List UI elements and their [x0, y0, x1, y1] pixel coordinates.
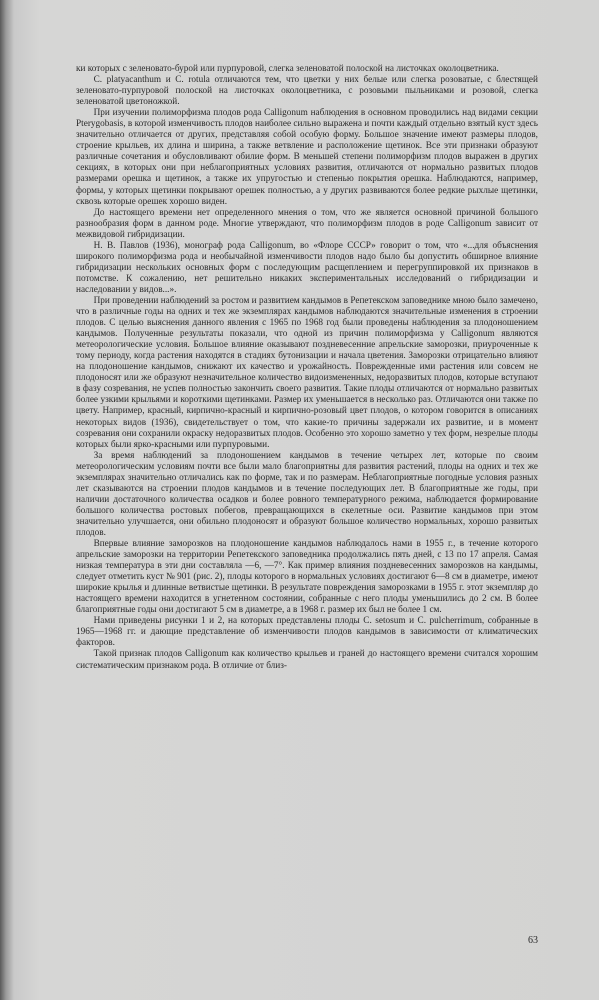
document-page — [76, 64, 538, 944]
paragraph-2: C. platyacanthum и C. rotula отличаются тем, что цветки у них белые или слегка розоватые, с блестящей зеленовато-пурпуровой полоской на листочках околоцветника, с розовыми пыльниками и розовой, слегка зеленоватой цветоножкой. — [76, 75, 538, 108]
paragraph-8: Впервые влияние заморозков на плодоношение кандымов наблюдалось нами в 1955 г., в течение которого апрельские заморозки на территории Репетекского заповедника продолжались пять дней, с 13 по 17 апреля. Самая низкая температура в эти дни составляла —6, —7°. Как пример влияния поздневесенних заморозков на кандымы, следует отметить куст № 901 (рис. 2), плоды которого в нормальных условиях достигают 6—8 см в диаметре, имеют широкие крылья и длинные ветвистые щетинки. В результате повреждения заморозками в 1955 г. этот экземпляр до настоящего времени находится в угнетенном состоянии, собранные с него плоды уменьшились до 2 см. В более благоприятные годы они достигают 5 см в диаметре, а в 1968 г. размер их был не более 1 см. — [76, 539, 538, 616]
paragraph-3: При изучении полиморфизма плодов рода Calligonum наблюдения в основном проводились над видами секции Pterygobasis, в которой изменчивость плодов наиболее сильно выражена и почти каждый отдельно взятый куст здесь значительно отличается от других, представляя собой особую форму. Большое значение имеют размеры плодов, строение крыльев, их длина и ширина, а также ветвление и расположение щетинок. Все эти признаки образуют различные сочетания и обусловливают обилие форм. В меньшей степени полиморфизм плодов выражен в других секциях, в которых они при неблагоприятных условиях развития, отличаются от нормально развитых плодов размерами орешка и щетинок, а также их упругостью и степенью покрытия орешка. Наблюдаются, например, формы, у которых щетинки покрывают орешек полностью, а у других развиваются более редкие рыхлые щетинки, сквозь которые орешек хорошо виден. — [76, 108, 538, 207]
paragraph-7: За время наблюдений за плодоношением кандымов в течение четырех лет, которые по своим метеорологическим условиям почти все были мало благоприятны для развития растений, плоды на одних и тех же экземплярах значительно отличались как по форме, так и по размерам. Неблагоприятные погодные условия разных лет сказываются на строении плодов кандымов и в течение последующих лет. В благоприятные же годы, при наличии достаточного количества осадков и более ровного температурного режима, наблюдается формирование большого количества ростовых побегов, превращающихся в скелетные оси. Развитие кандымов при этом значительно улучшается, они обильно плодоносят и образуют большое количество нормальных, хорошо развитых плодов. — [76, 450, 538, 538]
paragraph-6: При проведении наблюдений за ростом и развитием кандымов в Репетекском заповеднике мною было замечено, что в различные годы на одних и тех же экземплярах кандымов наблюдаются значительные изменения в строении плодов. С целью выяснения данного явления с 1965 по 1968 год были проведены наблюдения за плодоношением кандымов. Полученные результаты показали, что одной из причин полиморфизма у Calligonum являются метеорологические условия. Большое влияние оказывают поздневесенние апрельские заморозки, приуроченные к тому периоду, когда растения находятся в стадиях бутонизации и начала цветения. Заморозки отрицательно влияют на плодоношение кандымов, снижают их качество и урожайность. Поврежденные ими растения или совсем не плодоносят или же образуют незначительное количество видоизмененных, недоразвитых плодов, которые вступают в фазу созревания, не успев полностью закончить своего развития. Такие плоды отличаются от нормально развитых более узкими крыльями и короткими щетинками. Размер их уменьшается в несколько раз. Отличаются они также по цвету. Например, красный, кирпично-красный и кирпично-розовый цвет плодов, о котором говорится в описаниях некоторых видов (1936), свидетельствует о том, что какие-то причины задержали их развитие, и в момент созревания они сохранили окраску недоразвитых плодов. Особенно это хорошо заметно у тех форм, незрелые плоды которых были ярко-красными или пурпуровыми. — [76, 295, 538, 450]
paragraph-5: Н. В. Павлов (1936), монограф рода Calligonum, во «Флоре СССР» говорит о том, что «...для объяснения широкого полиморфизма рода и необычайной изменчивости плодов надо было бы допустить обширное влияние гибридизации нескольких основных форм с последующим расщеплением и перегруппировкой их признаков в потомстве. К сожалению, нет решительно никаких экспериментальных исследований о гибридизации и наследовании у видов...». — [76, 240, 538, 295]
page-number: 63 — [528, 934, 538, 946]
paragraph-4: До настоящего времени нет определенного мнения о том, что же является основной причиной большого разнообразия форм в данном роде. Многие утверждают, что полиморфизм плодов в роде Calligonum зависит от межвидовой гибридизации. — [76, 207, 538, 240]
paragraph-1: ки которых с зеленовато-бурой или пурпуровой, слегка зеленоватой полоской на листочках околоцветника. — [76, 64, 499, 74]
paragraph-9: Нами приведены рисунки 1 и 2, на которых представлены плоды C. setosum и C. pulcherrimum, собранные в 1965—1968 гг. и дающие представление об изменчивости плодов кандымов в зависимости от климатических факторов. — [76, 616, 538, 649]
paragraph-10: Такой признак плодов Calligonum как количество крыльев и граней до настоящего времени считался хорошим систематическим признаком рода. В отличие от близ- — [76, 649, 538, 671]
